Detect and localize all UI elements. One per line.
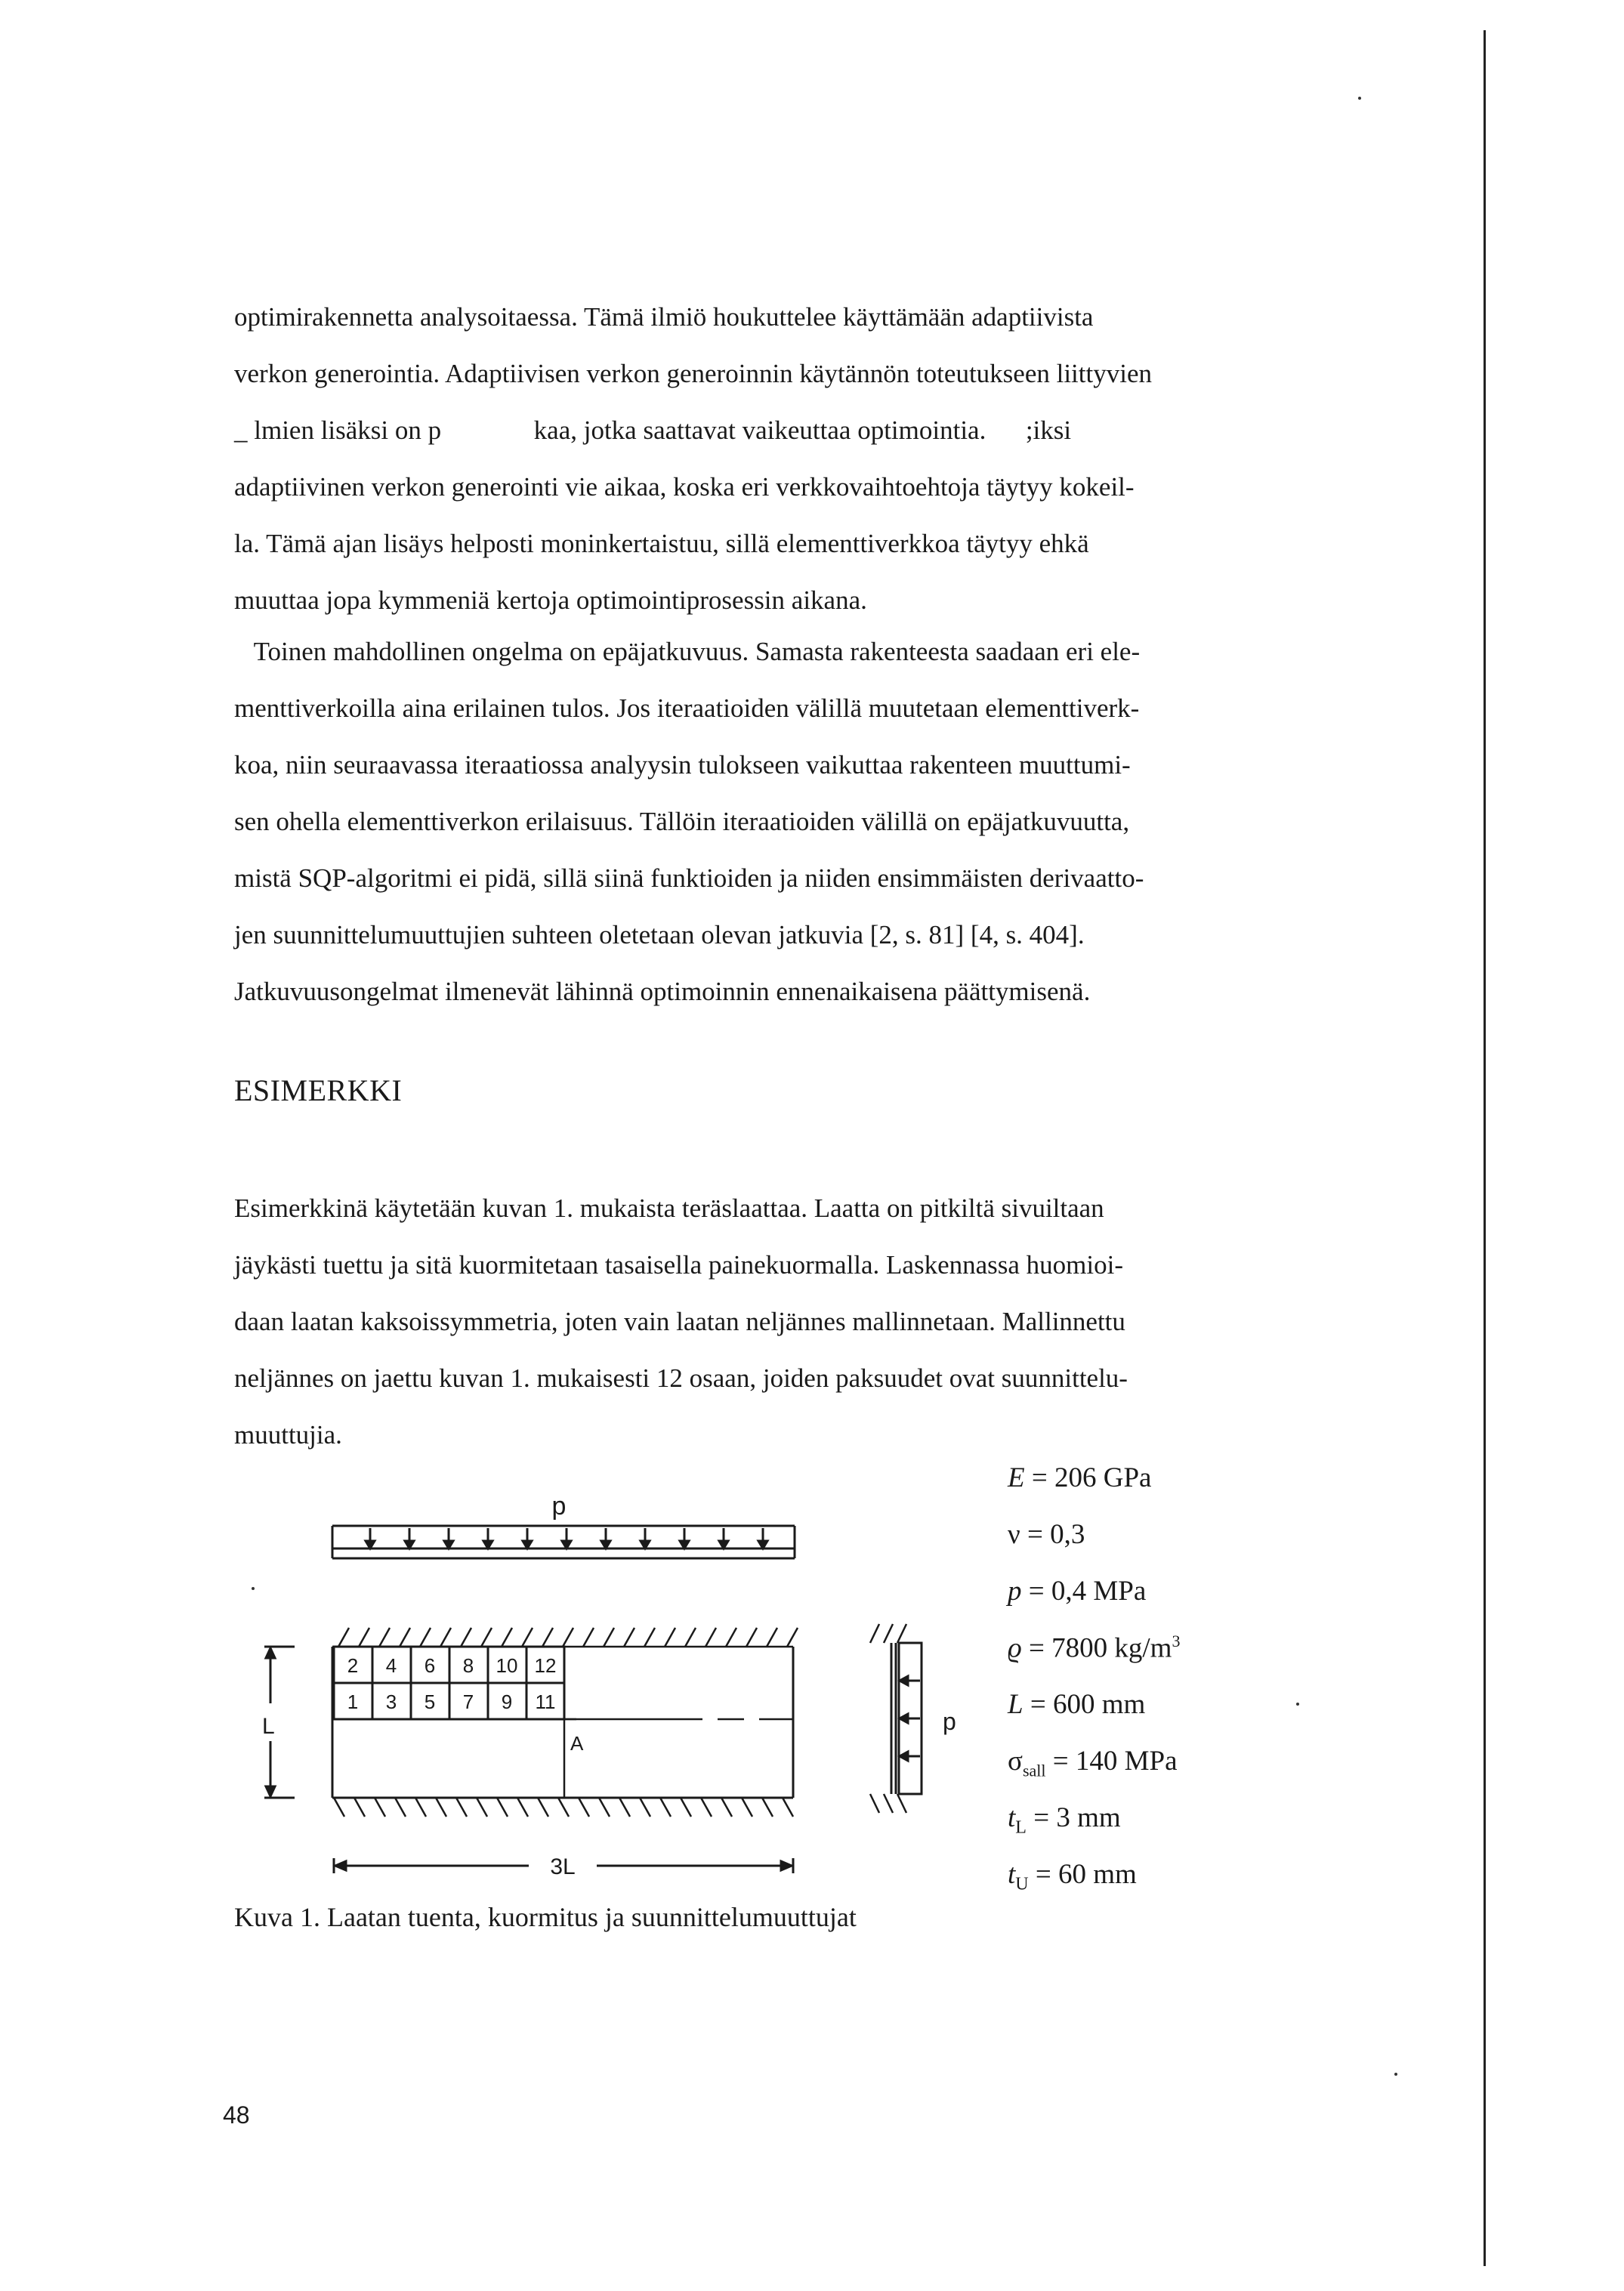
paragraph-1-line: optimirakennetta analysoitaessa. Tämä ilmiö houkuttelee käyttämään adaptiivista: [234, 302, 1094, 332]
height-label: L: [262, 1714, 275, 1739]
cell-label: 6: [424, 1654, 436, 1677]
paragraph-3-line: Esimerkkinä käytetään kuvan 1. mukaista teräslaattaa. Laatta on pitkiltä sivuiltaan: [234, 1193, 1104, 1223]
paragraph-2-line: mistä SQP-algoritmi ei pidä, sillä siinä funktioiden ja niiden ensimmäisten derivaatto-: [234, 863, 1144, 893]
figure-caption: Kuva 1. Laatan tuenta, kuormitus ja suunnittelumuuttujat: [234, 1902, 857, 1932]
top-support-hatch: [332, 1628, 798, 1647]
side-view-figure: [861, 1616, 990, 1828]
scan-speck: [1394, 2073, 1397, 2076]
length-label: 3L: [550, 1854, 576, 1879]
point-a-label: A: [570, 1732, 584, 1755]
paragraph-1-line: la. Tämä ajan lisäys helposti moninkertaistuu, sillä elementtiverkkoa täytyy ehkä: [234, 529, 1089, 558]
side-load-arrows: [900, 1676, 920, 1761]
scan-speck: [1296, 1703, 1299, 1706]
param-p: p = 0,4 MPa: [1008, 1576, 1147, 1607]
paragraph-2-line: jen suunnittelumuuttujien suhteen oletetaan olevan jatkuvia [2, s. 81] [4, s. 404].: [234, 920, 1085, 949]
paragraph-3-line: daan laatan kaksoissymmetria, joten vain laatan neljännes mallinnetaan. Mallinnettu: [234, 1307, 1125, 1336]
bottom-support-hatch: [334, 1798, 793, 1817]
plate-figure: [249, 1477, 914, 1892]
cell-label: 9: [501, 1690, 513, 1713]
cell-label: 3: [385, 1690, 397, 1713]
paragraph-2-line: sen ohella elementtiverkon erilaisuus. Tällöin iteraatioiden välillä on epäjatkuvuutta,: [234, 807, 1130, 836]
paragraph-3-line: jäykästi tuettu ja sitä kuormitetaan tasaisella painekuormalla. Laskennassa huomioi-: [234, 1250, 1124, 1280]
paragraph-1-line: _ lmien lisäksi on p kaa, jotka saattavat vaikeuttaa optimointia. ;iksi: [234, 415, 1072, 445]
cell-label: 5: [424, 1690, 436, 1713]
param-rho: ϱ = 7800 $kg/m^3$: [1008, 1632, 1181, 1664]
scan-speck: [1358, 97, 1361, 100]
cell-label: 2: [347, 1654, 359, 1677]
param-tl: $t_L = 3$ mm: [1008, 1802, 1121, 1838]
cell-label: 1: [347, 1690, 359, 1713]
cell-label: 11: [535, 1690, 556, 1713]
param-tu: $t_U = 60$ mm: [1008, 1859, 1137, 1894]
paragraph-1-line: muuttaa jopa kymmeniä kertoja optimointiprosessin aikana.: [234, 585, 867, 615]
param-e: E = 206 GPa: [1008, 1462, 1152, 1493]
side-load-label: p: [943, 1708, 956, 1735]
cell-label: 12: [534, 1654, 557, 1677]
cell-label: 8: [462, 1654, 474, 1677]
cell-label: 10: [496, 1654, 518, 1677]
load-arrows: [366, 1528, 767, 1548]
design-variable-grid: [334, 1647, 564, 1719]
param-sigma: $\sigma_{sall} = 140$ MPa: [1008, 1746, 1178, 1780]
paragraph-1-line: verkon generointia. Adaptiivisen verkon generoinnin käytännön toteutukseen liittyvien: [234, 359, 1152, 388]
param-nu: ν = 0,3: [1008, 1519, 1085, 1550]
cell-label: 4: [385, 1654, 397, 1677]
paragraph-2-line: koa, niin seuraavassa iteraatiossa analyysin tulokseen vaikuttaa rakenteen muuttumi-: [234, 750, 1131, 780]
paragraph-2-line: Toinen mahdollinen ongelma on epäjatkuvuus. Samasta rakenteesta saadaan eri ele-: [234, 637, 1141, 666]
paragraph-1-line: adaptiivinen verkon generointi vie aikaa, koska eri verkkovaihtoehtoja täytyy kokeil-: [234, 472, 1135, 502]
page-number: 48: [223, 2101, 250, 2129]
page-edge-line: [1484, 30, 1486, 2266]
paragraph-3-line: neljännes on jaettu kuvan 1. mukaisesti 12 osaan, joiden paksuudet ovat suunnittelu-: [234, 1363, 1128, 1393]
paragraph-3-line: muuttujia.: [234, 1420, 342, 1450]
param-l: L = 600 mm: [1008, 1689, 1146, 1720]
cell-label: 7: [462, 1690, 474, 1713]
paragraph-2-line: menttiverkoilla aina erilainen tulos. Jos iteraatioiden välillä muutetaan elementtiverk-: [234, 693, 1140, 723]
load-label: p: [551, 1492, 567, 1521]
paragraph-2-line: Jatkuvuusongelmat ilmenevät lähinnä optimoinnin ennenaikaisena päättymisenä.: [234, 977, 1091, 1006]
section-heading: ESIMERKKI: [234, 1073, 403, 1107]
